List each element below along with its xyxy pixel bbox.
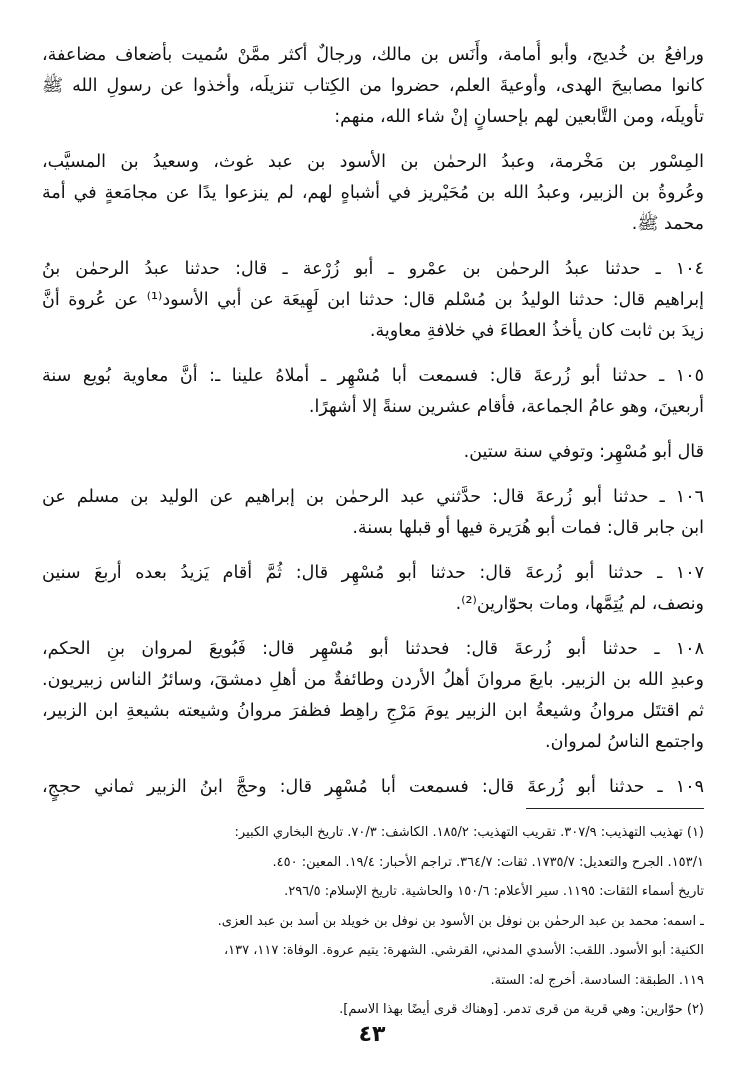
paragraph-companions (42, 40, 704, 133)
hadith-105 (42, 361, 704, 423)
hadith-107 (42, 558, 704, 620)
text-line: ١٠٧ ـ حدثنا أبو زُرعةَ قال: حدثنا أبو مُسْهِر قال: ثُمَّ أقام يَزيدُ بعده أربعَ سنين (42, 563, 704, 583)
text-line: المِسْور بن مَخْرمة، وعبدُ الرحمٰن بن الأسود بن عبد غوث، وسعيدُ بن المسيَّب، (42, 152, 704, 172)
text-line: ١٠٩ ـ حدثنا أبو زُرعةَ قال: فسمعت أبا مُسْهِر قال: وحجَّ ابنُ الزبير ثماني حججٍ، (42, 777, 704, 797)
text-line: ١٠٥ ـ حدثنا أبو زُرعةَ قال: فسمعت أبا مُسْهِر ـ أملاهُ علينا ـ: أنَّ معاوية بُويع سنة (42, 366, 704, 386)
text-line: محمد ﷺ. (631, 214, 704, 234)
footnote-line: ـ اسمه: محمد بن عبد الرحمٰن بن نوفل بن الأسود بن نوفل بن خويلد بن أسد بن عبد العزى. (217, 913, 704, 929)
footnote-line: تاريخ أسماء الثقات: ١١٩٥. سير الأعلام: ١٥٠/٦ والحاشية. تاريخ الإسلام: ٢٩٦/٥. (284, 884, 704, 899)
text-line: ونصف، لم يُتِمَّها، ومات بحوّارين⁽²⁾. (455, 594, 704, 614)
text-line: واجتمع الناسُ لمروان. (545, 732, 704, 752)
text-line: ابن جابر قال: فمات أبو هُرَيرة فيها أو قبلها بسنة. (352, 518, 704, 538)
text-line: وعُروةُ بن الزبير، وعبدُ الله بن مُحَيْريز في أشباهٍ لهم، لم ينزعوا يدًا عن مجامَعةٍ في أمة (42, 183, 704, 203)
text-line: وعبدِ الله بن الزبير. بايعَ مروانَ أهلُ الأردن وطائفةٌ من أهلِ دمشقَ، وسائرُ الناس زبيريون. (42, 670, 704, 690)
text-line: ١٠٦ ـ حدثنا أبو زُرعةَ قال: حدَّثني عبد الرحمٰن بن إبراهيم عن الوليد بن مسلم عن (42, 487, 704, 507)
text-line: زيدَ بن ثابت كان يأخذُ العطاءَ في خلافةِ معاوية. (369, 321, 704, 341)
abu-mushir-note (42, 437, 704, 468)
paragraph-successors (42, 147, 704, 240)
footnotes (42, 818, 704, 1025)
text-line: ١٠٨ ـ حدثنا أبو زُرعةَ قال: فحدثنا أبو مُسْهِر قال: فَبُويعَ لمروان بنِ الحكم، (42, 639, 704, 659)
text-line: ورافعُ بن خُديج، وأبو أُمامة، وأَنَس بن مالك، ورجالٌ أكثر ممَّنْ سُميت بأضعاف مضاعفة، (42, 45, 704, 65)
main-text (42, 40, 704, 803)
hadith-108 (42, 634, 704, 758)
text-line: إبراهيم قال: حدثنا الوليدُ بن مُسْلم قال: حدثنا ابن لَهِيعَة عن أبي الأسود⁽¹⁾ عن عُروة أنَّ (42, 290, 704, 310)
text-line: قال أبو مُسْهِر: وتوفي سنة ستين. (463, 442, 704, 462)
text-line: كانوا مصابيحَ الهدى، وأوعيةَ العلم، حضروا من الكِتاب تنزيلَه، وأخذوا عن رسولِ الله ﷺ (42, 76, 704, 96)
footnote-line: (١) تهذيب التهذيب: ٣٠٧/٩. تقريب التهذيب: ١٨٥/٢. الكاشف: ٧٠/٣. تاريخ البخاري الكبير: (234, 825, 704, 840)
text-line: ثم اقتتَل مروانُ وشيعةُ ابن الزبير يومَ مَرْجِ راهِط فظفرَ مروانُ وشيعته بشيعةِ ابن الزبير، (42, 701, 704, 721)
hadith-106 (42, 482, 704, 544)
hadith-109 (42, 772, 704, 803)
page-number: ٤٣ (358, 1022, 386, 1047)
footnote-line: الكنية: أبو الأسود. اللقب: الأسدي المدني، القرشي. الشهرة: يتيم عروة. الوفاة: ١١٧، ١٣٧، (223, 943, 704, 958)
hadith-104 (42, 254, 704, 347)
footnote-separator (526, 808, 704, 809)
footnote-line: (٢) حوّارين: وهي قرية من قرى تدمر. [وهناك قرى أيضًا بهذا الاسم]. (339, 1002, 704, 1017)
text-line: تأويلَه، ومن التَّابعين لهم بإحسانٍ إنْ شاء الله، منهم: (334, 107, 704, 127)
footnote-line: ١١٩. الطبقة: السادسة. أخرج له: الستة. (490, 972, 704, 988)
footnote-line: ١٥٣/١. الجرح والتعديل: ١٧٣٥/٧. ثقات: ٣٦٤/٧. تراجم الأحبار: ١٩/٤. المعين: ٤٥٠. (272, 854, 704, 870)
text-line: أربعينَ، وهو عامُ الجماعة، فأقام عشرين سنةً إلا أشهرًا. (308, 397, 704, 417)
text-line: ١٠٤ ـ حدثنا عبدُ الرحمٰن بن عمْرو ـ أبو زُرْعة ـ قال: حدثنا عبدُ الرحمٰن بنُ (42, 259, 704, 279)
